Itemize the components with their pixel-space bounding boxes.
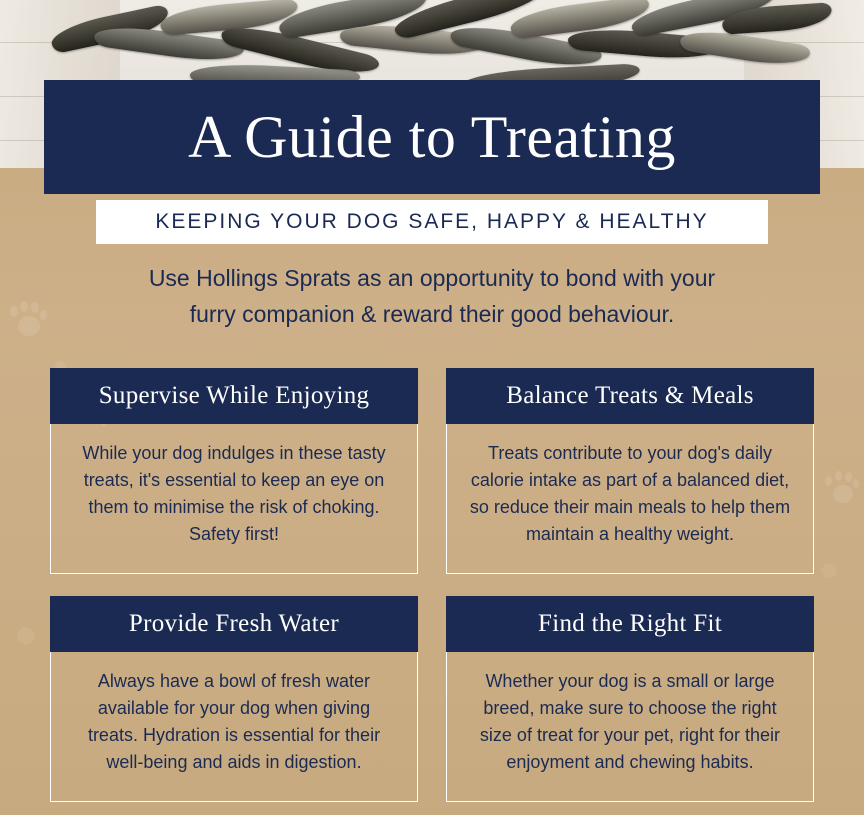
tip-card-title: Supervise While Enjoying [50, 368, 418, 424]
tip-card-body [446, 424, 814, 574]
intro-paragraph [82, 260, 782, 332]
tip-card-title: Provide Fresh Water [50, 596, 418, 652]
tip-card-balance-treats-and-meals [446, 368, 814, 574]
tip-card-text: Whether your dog is a small or large breed, make sure to choose the right size of treat for your pet, right for their enjoyment and chewing habits. [479, 671, 781, 772]
intro-line-1: Use Hollings Sprats as an opportunity to bond with your [148, 265, 716, 291]
tip-card-title: Balance Treats & Meals [446, 368, 814, 424]
tip-card-body [50, 424, 418, 574]
paw-print-icon [824, 470, 860, 510]
tip-card-text: Treats contribute to your dog's daily calorie intake as part of a balanced diet, so reduce their main meals to help them maintain a healthy weight. [469, 443, 791, 544]
tip-card-text: Always have a bowl of fresh water available for your dog when giving treats. Hydration is essential for their well-being and aids in digestion. [87, 671, 381, 772]
subtitle-banner [96, 200, 768, 244]
tip-card-body [50, 652, 418, 802]
title-banner [44, 80, 820, 194]
tip-card-title: Find the Right Fit [446, 596, 814, 652]
tip-card-text: While your dog indulges in these tasty treats, it's essential to keep an eye on them to minimise the risk of choking. Safety first! [82, 443, 386, 544]
tip-card-find-the-right-fit [446, 596, 814, 802]
page-subtitle: KEEPING YOUR DOG SAFE, HAPPY & HEALTHY [155, 210, 709, 233]
tips-grid [50, 368, 814, 802]
tip-card-provide-fresh-water [50, 596, 418, 802]
page-title: A Guide to Treating [188, 104, 676, 170]
intro-line-2: furry companion & reward their good behaviour. [189, 301, 675, 327]
paw-print-icon [8, 300, 48, 344]
tip-card-body [446, 652, 814, 802]
tip-card-supervise-while-enjoying [50, 368, 418, 574]
